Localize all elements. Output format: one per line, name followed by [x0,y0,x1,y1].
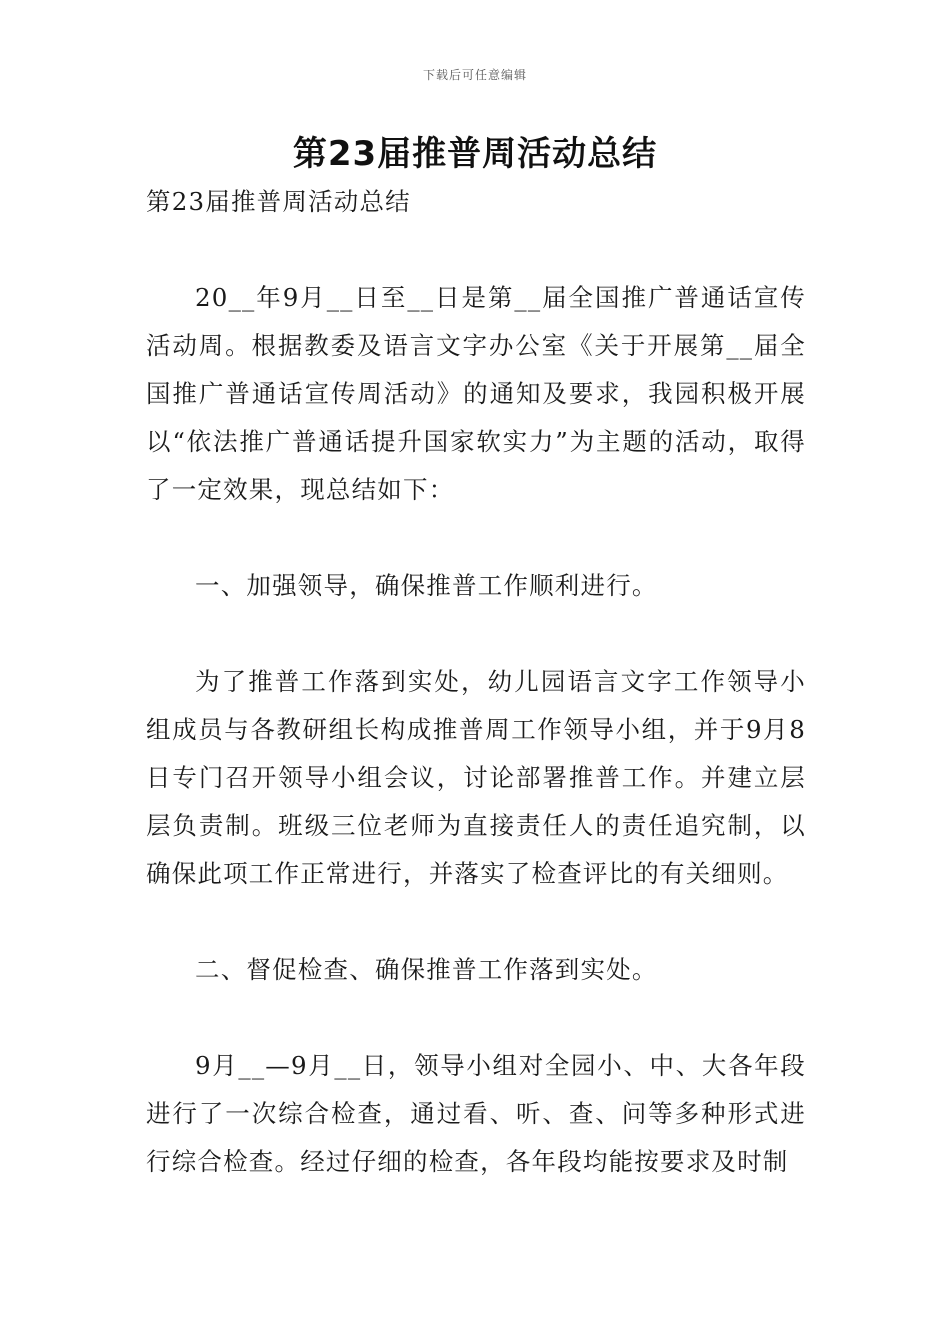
document-body [146,178,806,1186]
paragraph-gap [146,514,806,562]
paragraph-section-1: 为了推普工作落到实处，幼儿园语言文字工作领导小组成员与各教研组长构成推普周工作领导小组，并于9月8日专门召开领导小组会议，讨论部署推普工作。并建立层层负责制。班级三位老师为直接责任人的责任追究制，以确保此项工作正常进行，并落实了检查评比的有关细则。 [146,667,806,888]
paragraph-section-2: 9月__—9月__日，领导小组对全园小、中、大各年段进行了一次综合检查，通过看、听、查、问等多种形式进行综合检查。经过仔细的检查，各年段均能按要求及时制 [146,1051,806,1176]
paragraph-gap [146,898,806,946]
header-note: 下载后可任意编辑 [422,68,527,82]
paragraph-gap [146,226,806,274]
paragraph-intro: 20__年9月__日至__日是第__届全国推广普通话宣传活动周。根据教委及语言文字办公室《关于开展第__届全国推广普通话宣传周活动》的通知及要求，我园积极开展以“依法推广普通话提升国家软实力”为主题的活动，取得了一定效果，现总结如下： [146,283,806,504]
paragraph-gap [146,610,806,658]
document-title: 第23届推普周活动总结 [292,134,658,174]
section-heading-2: 二、督促检查、确保推普工作落到实处。 [195,955,658,984]
paragraph-gap [146,994,806,1042]
section-heading-1: 一、加强领导，确保推普工作顺利进行。 [195,571,658,600]
document-subtitle: 第23届推普周活动总结 [146,187,411,216]
